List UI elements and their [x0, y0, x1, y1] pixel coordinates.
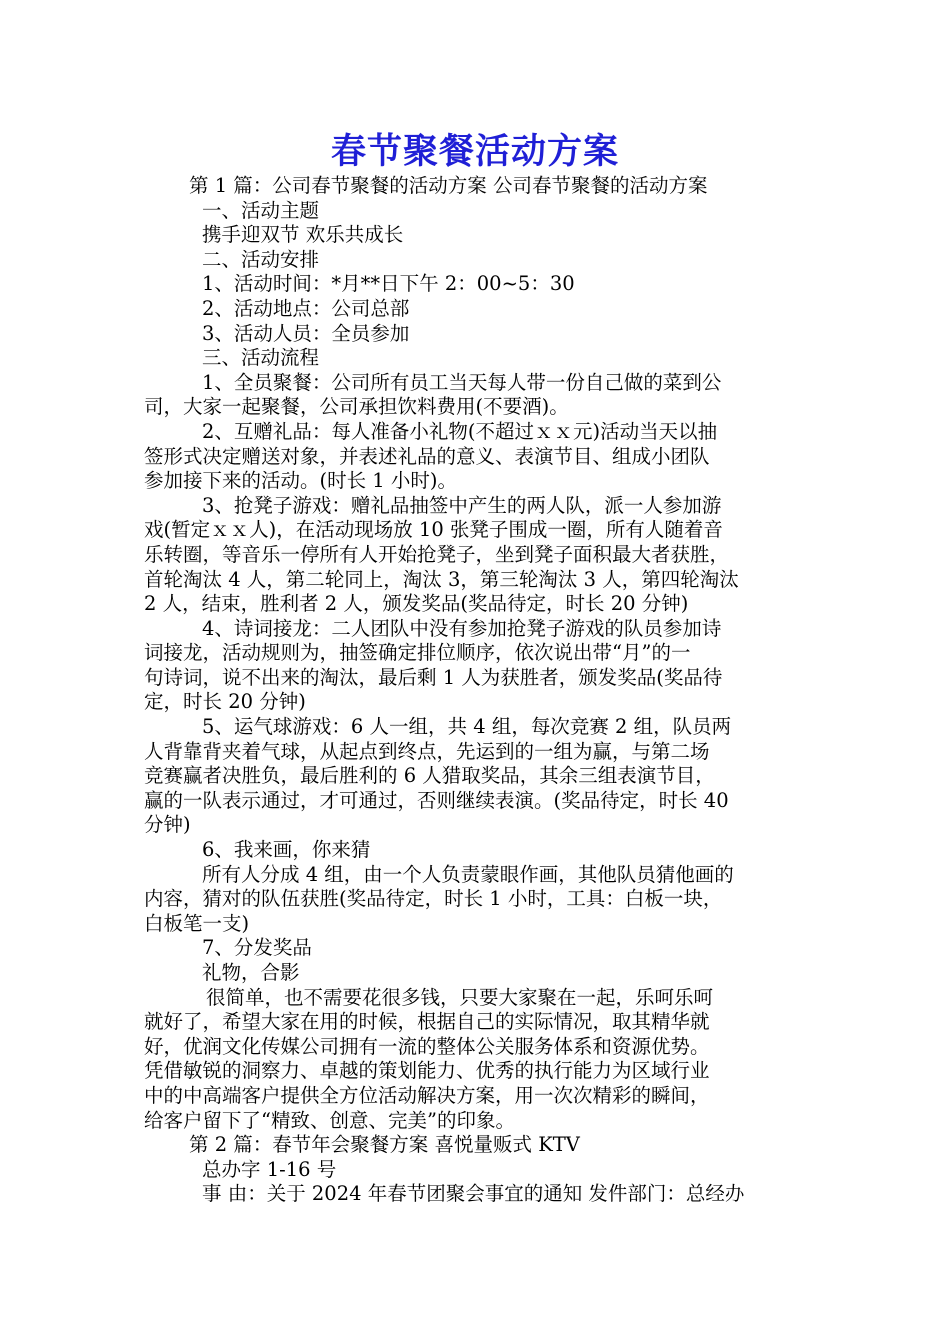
text-line: 1、全员聚餐：公司所有员工当天每人带一份自己做的菜到公	[202, 370, 722, 394]
text-line: 三、活动流程	[202, 346, 320, 370]
text-line: 2 人，结束，胜利者 2 人，颁发奖品(奖品待定，时长 20 分钟)	[144, 592, 689, 616]
text-line: 戏(暂定ｘｘ人)，在活动现场放 10 张凳子围成一圈，所有人随着音	[144, 518, 723, 542]
text-line: 凭借敏锐的洞察力、卓越的策划能力、优秀的执行能力为区域行业	[144, 1059, 710, 1083]
text-line: 首轮淘汰 4 人，第二轮同上，淘汰 3，第三轮淘汰 3 人，第四轮淘汰	[144, 567, 739, 591]
text-line: 6、我来画，你来猜	[202, 838, 371, 862]
text-line: 一、活动主题	[202, 198, 320, 222]
text-line: 签形式决定赠送对象，并表述礼品的意义、表演节目、组成小团队	[144, 444, 710, 468]
text-line: 司，大家一起聚餐，公司承担饮料费用(不要酒)。	[144, 395, 569, 419]
text-line: 内容，猜对的队伍获胜(奖品待定，时长 1 小时，工具：白板一块，	[144, 887, 723, 911]
text-line: 就好了，希望大家在用的时候，根据自己的实际情况，取其精华就	[144, 1010, 710, 1034]
text-line: 中的中高端客户提供全方位活动解决方案，用一次次精彩的瞬间，	[144, 1083, 710, 1107]
text-line: 2、活动地点：公司总部	[202, 296, 410, 320]
text-line: 事 由：关于 2024 年春节团聚会事宜的通知 发件部门：总经办	[202, 1182, 745, 1206]
text-line: 词接龙，活动规则为，抽签确定排位顺序，依次说出带“月”的一	[144, 641, 691, 665]
text-line: 1、活动时间：*月**日下午 2：00~5：30	[202, 272, 575, 296]
section-heading: 第 1 篇：公司春节聚餐的活动方案 公司春节聚餐的活动方案	[189, 174, 708, 197]
text-line: 4、诗词接龙：二人团队中没有参加抢凳子游戏的队员参加诗	[202, 616, 722, 640]
text-line: 赢的一队表示通过，才可通过，否则继续表演。(奖品待定，时长 40	[144, 788, 729, 812]
text-line: 人背靠背夹着气球，从起点到终点，先运到的一组为赢，与第二场	[144, 739, 710, 763]
text-line: 礼物，合影	[202, 961, 300, 984]
text-line: 3、抢凳子游戏：赠礼品抽签中产生的两人队，派一人参加游	[202, 493, 722, 517]
text-line: 乐转圈，等音乐一停所有人开始抢凳子，坐到凳子面积最大者获胜，	[144, 542, 730, 566]
text-line: 3、活动人员：全员参加	[202, 321, 410, 345]
text-line: 句诗词，说不出来的淘汰，最后剩 1 人为获胜者，颁发奖品(奖品待	[144, 665, 723, 689]
text-line: 好，优润文化传媒公司拥有一流的整体公关服务体系和资源优势。	[144, 1034, 710, 1058]
text-line: 白板笔一支)	[144, 911, 250, 935]
text-line: 5、运气球游戏：6 人一组，共 4 组，每次竞赛 2 组，队员两	[202, 715, 732, 739]
text-line: 参加接下来的活动。(时长 1 小时)。	[144, 469, 458, 493]
text-line: 2、互赠礼品：每人准备小礼物(不超过ｘｘ元)活动当天以抽	[202, 419, 718, 443]
section-heading: 第 2 篇：春节年会聚餐方案 喜悦量贩式 KTV	[189, 1133, 580, 1157]
text-line: 定，时长 20 分钟)	[144, 690, 306, 714]
document-body	[144, 174, 810, 1207]
text-line: 分钟)	[144, 813, 191, 837]
text-line: 给客户留下了“精致、创意、完美”的印象。	[144, 1108, 515, 1132]
text-line: 很简单，也不需要花很多钱，只要大家聚在一起，乐呵乐呵	[206, 985, 714, 1009]
text-line: 竞赛赢者决胜负，最后胜利的 6 人猎取奖品，其余三组表演节目，	[144, 764, 715, 788]
text-line: 携手迎双节 欢乐共成长	[202, 223, 404, 247]
text-line: 7、分发奖品	[202, 936, 312, 960]
text-line: 二、活动安排	[202, 247, 320, 271]
document-title: 春节聚餐活动方案	[330, 131, 619, 172]
text-line: 所有人分成 4 组，由一个人负责蒙眼作画，其他队员猜他画的	[202, 862, 734, 886]
text-line: 总办字 1-16 号	[202, 1157, 337, 1181]
